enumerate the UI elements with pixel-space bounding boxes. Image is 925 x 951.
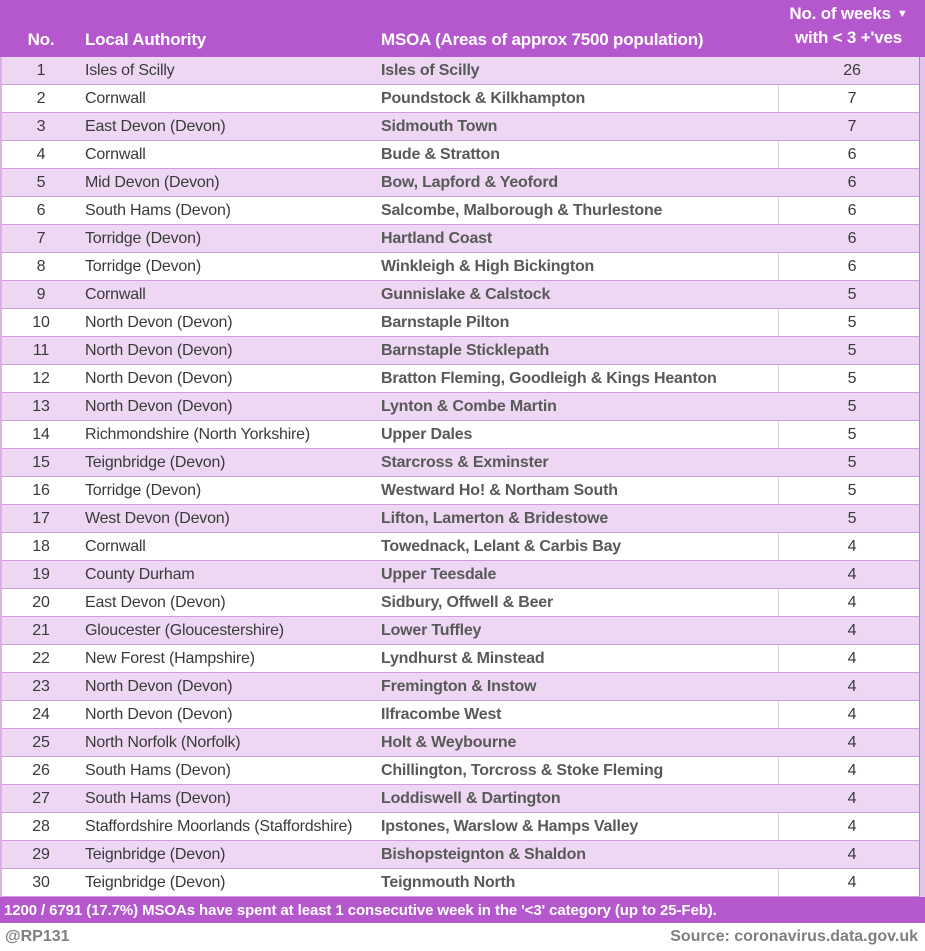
msoa-cell: Westward Ho! & Northam South <box>381 481 618 499</box>
rank-cell: 22 <box>32 649 50 667</box>
table-row <box>0 141 925 169</box>
local-authority-cell: Torridge (Devon) <box>85 257 201 275</box>
table-row <box>0 813 925 841</box>
msoa-cell: Barnstaple Sticklepath <box>381 341 550 359</box>
table-row <box>0 197 925 225</box>
local-authority-cell: County Durham <box>85 565 195 583</box>
weeks-count-cell: 5 <box>778 365 925 392</box>
local-authority-cell: North Devon (Devon) <box>85 397 233 415</box>
msoa-cell: Teignmouth North <box>381 873 516 891</box>
table-row <box>0 757 925 785</box>
table-row <box>0 449 925 477</box>
table-row <box>0 225 925 253</box>
table-row <box>0 617 925 645</box>
local-authority-cell: North Devon (Devon) <box>85 369 233 387</box>
rank-cell: 21 <box>32 621 50 639</box>
msoa-cell: Bude & Stratton <box>381 145 500 163</box>
weeks-count-cell: 5 <box>778 477 925 504</box>
credits-bar <box>0 923 925 951</box>
msoa-cell: Bow, Lapford & Yeoford <box>381 173 558 191</box>
column-header-weeks-label: No. of weeks <box>789 4 891 23</box>
weeks-count-cell: 4 <box>778 869 925 896</box>
weeks-count-cell: 5 <box>847 509 857 527</box>
author-handle: @RP131 <box>5 928 70 945</box>
rank-cell: 14 <box>32 425 50 443</box>
table-row <box>0 253 925 281</box>
weeks-count-cell: 7 <box>847 117 857 135</box>
msoa-cell: Winkleigh & High Bickington <box>381 257 595 275</box>
msoa-cell: Ipstones, Warslow & Hamps Valley <box>381 817 639 835</box>
table-row <box>0 421 925 449</box>
rank-cell: 11 <box>32 341 50 359</box>
rank-cell: 5 <box>36 173 46 191</box>
weeks-count-cell: 5 <box>778 309 925 336</box>
table-row <box>0 281 925 309</box>
table-row <box>0 589 925 617</box>
msoa-cell: Poundstock & Kilkhampton <box>381 89 586 107</box>
local-authority-cell: North Devon (Devon) <box>85 677 233 695</box>
weeks-count-cell: 4 <box>847 677 857 695</box>
table-row <box>0 309 925 337</box>
table-row <box>0 701 925 729</box>
msoa-cell: Holt & Weybourne <box>381 733 517 751</box>
msoa-cell: Bratton Fleming, Goodleigh & Kings Heanton <box>381 369 717 387</box>
table-row <box>0 477 925 505</box>
msoa-cell: Gunnislake & Calstock <box>381 285 551 303</box>
msoa-cell: Lynton & Combe Martin <box>381 397 557 415</box>
msoa-cell: Lyndhurst & Minstead <box>381 649 545 667</box>
local-authority-cell: South Hams (Devon) <box>85 761 231 779</box>
rank-cell: 1 <box>36 61 46 79</box>
sort-descending-icon[interactable]: ▼ <box>896 8 908 20</box>
weeks-count-cell: 7 <box>778 85 925 112</box>
table-row <box>0 533 925 561</box>
weeks-count-cell: 26 <box>843 61 861 79</box>
local-authority-cell: Richmondshire (North Yorkshire) <box>85 425 311 443</box>
local-authority-cell: Torridge (Devon) <box>85 229 201 247</box>
local-authority-cell: West Devon (Devon) <box>85 509 230 527</box>
column-header-local-authority: Local Authority <box>85 30 207 49</box>
weeks-count-cell: 6 <box>778 253 925 280</box>
column-header-weeks-line2: with < 3 +'ves <box>794 28 903 47</box>
local-authority-cell: East Devon (Devon) <box>85 593 226 611</box>
weeks-count-cell: 4 <box>778 533 925 560</box>
local-authority-cell: North Devon (Devon) <box>85 313 233 331</box>
msoa-cell: Sidbury, Offwell & Beer <box>381 593 554 611</box>
weeks-count-cell: 6 <box>847 229 857 247</box>
msoa-cell: Lifton, Lamerton & Bridestowe <box>381 509 609 527</box>
rank-cell: 2 <box>36 89 46 107</box>
weeks-count-cell: 5 <box>847 341 857 359</box>
rank-cell: 19 <box>32 565 50 583</box>
data-source: Source: coronavirus.data.gov.uk <box>670 928 918 945</box>
rank-cell: 12 <box>32 369 50 387</box>
weeks-count-cell: 5 <box>847 285 857 303</box>
local-authority-cell: Teignbridge (Devon) <box>85 845 226 863</box>
rank-cell: 4 <box>36 145 46 163</box>
table-row <box>0 365 925 393</box>
table-row <box>0 393 925 421</box>
msoa-cell: Lower Tuffley <box>381 621 482 639</box>
weeks-count-cell: 4 <box>847 565 857 583</box>
weeks-count-cell: 4 <box>778 813 925 840</box>
table-row <box>0 85 925 113</box>
column-header-weeks <box>778 0 925 57</box>
local-authority-cell: Cornwall <box>85 537 146 555</box>
local-authority-cell: South Hams (Devon) <box>85 789 231 807</box>
rank-cell: 26 <box>32 761 50 779</box>
weeks-count-cell: 6 <box>847 173 857 191</box>
rank-cell: 9 <box>36 285 46 303</box>
msoa-cell: Sidmouth Town <box>381 117 498 135</box>
local-authority-cell: Teignbridge (Devon) <box>85 873 226 891</box>
rank-cell: 6 <box>36 201 46 219</box>
local-authority-cell: North Devon (Devon) <box>85 705 233 723</box>
rank-cell: 23 <box>32 677 50 695</box>
local-authority-cell: North Devon (Devon) <box>85 341 233 359</box>
column-header-weeks-line1 <box>789 2 907 26</box>
local-authority-cell: Mid Devon (Devon) <box>85 173 220 191</box>
weeks-count-cell: 4 <box>847 845 857 863</box>
local-authority-cell: New Forest (Hampshire) <box>85 649 255 667</box>
local-authority-cell: Torridge (Devon) <box>85 481 201 499</box>
local-authority-cell: Staffordshire Moorlands (Staffordshire) <box>85 817 353 835</box>
msoa-cell: Barnstaple Pilton <box>381 313 510 331</box>
local-authority-cell: South Hams (Devon) <box>85 201 231 219</box>
msoa-cell: Towednack, Lelant & Carbis Bay <box>381 537 621 555</box>
weeks-count-cell: 6 <box>778 197 925 224</box>
msoa-cell: Chillington, Torcross & Stoke Fleming <box>381 761 664 779</box>
rank-cell: 20 <box>32 593 50 611</box>
rank-cell: 25 <box>32 733 50 751</box>
msoa-cell: Isles of Scilly <box>381 61 480 79</box>
rank-cell: 28 <box>32 817 50 835</box>
weeks-count-cell: 4 <box>847 621 857 639</box>
rank-cell: 3 <box>36 117 46 135</box>
local-authority-cell: Gloucester (Gloucestershire) <box>85 621 284 639</box>
table-row <box>0 785 925 813</box>
msoa-cell: Loddiswell & Dartington <box>381 789 561 807</box>
weeks-count-cell: 5 <box>847 453 857 471</box>
local-authority-cell: East Devon (Devon) <box>85 117 226 135</box>
column-header-msoa: MSOA (Areas of approx 7500 population) <box>381 30 704 49</box>
weeks-count-cell: 4 <box>847 789 857 807</box>
msoa-cell: Fremington & Instow <box>381 677 537 695</box>
rank-cell: 10 <box>32 313 50 331</box>
rank-cell: 8 <box>36 257 46 275</box>
msoa-cell: Bishopsteignton & Shaldon <box>381 845 586 863</box>
rank-cell: 18 <box>32 537 50 555</box>
table-row <box>0 645 925 673</box>
table-row <box>0 869 925 897</box>
msoa-cell: Ilfracombe West <box>381 705 502 723</box>
rank-cell: 29 <box>32 845 50 863</box>
table-row <box>0 729 925 757</box>
table-row <box>0 337 925 365</box>
table-body <box>0 57 925 897</box>
local-authority-cell: Teignbridge (Devon) <box>85 453 226 471</box>
weeks-count-cell: 5 <box>847 397 857 415</box>
rank-cell: 27 <box>32 789 50 807</box>
table-row <box>0 561 925 589</box>
rank-cell: 7 <box>36 229 46 247</box>
msoa-cell: Upper Dales <box>381 425 473 443</box>
rank-cell: 24 <box>32 705 50 723</box>
summary-bar: 1200 / 6791 (17.7%) MSOAs have spent at least 1 consecutive week in the '<3' category (up to 25-Feb). <box>0 897 925 923</box>
rank-cell: 30 <box>32 873 50 891</box>
msoa-cell: Starcross & Exminster <box>381 453 549 471</box>
table-header-row <box>0 0 925 57</box>
local-authority-cell: Cornwall <box>85 89 146 107</box>
weeks-count-cell: 4 <box>778 701 925 728</box>
msoa-cell: Salcombe, Malborough & Thurlestone <box>381 201 663 219</box>
msoa-cell: Upper Teesdale <box>381 565 497 583</box>
local-authority-cell: North Norfolk (Norfolk) <box>85 733 241 751</box>
rank-cell: 17 <box>32 509 50 527</box>
rank-cell: 15 <box>32 453 50 471</box>
rank-cell: 13 <box>32 397 50 415</box>
local-authority-cell: Cornwall <box>85 285 146 303</box>
msoa-cell: Hartland Coast <box>381 229 492 247</box>
local-authority-cell: Isles of Scilly <box>85 61 175 79</box>
table-row <box>0 505 925 533</box>
weeks-count-cell: 4 <box>778 589 925 616</box>
weeks-count-cell: 4 <box>847 733 857 751</box>
weeks-count-cell: 4 <box>778 645 925 672</box>
column-header-no: No. <box>27 30 55 49</box>
table-row <box>0 113 925 141</box>
table-row <box>0 57 925 85</box>
table-row <box>0 673 925 701</box>
weeks-count-cell: 5 <box>778 421 925 448</box>
table-row <box>0 841 925 869</box>
weeks-count-cell: 4 <box>778 757 925 784</box>
rank-cell: 16 <box>32 481 50 499</box>
weeks-count-cell: 6 <box>778 141 925 168</box>
local-authority-cell: Cornwall <box>85 145 146 163</box>
table-row <box>0 169 925 197</box>
